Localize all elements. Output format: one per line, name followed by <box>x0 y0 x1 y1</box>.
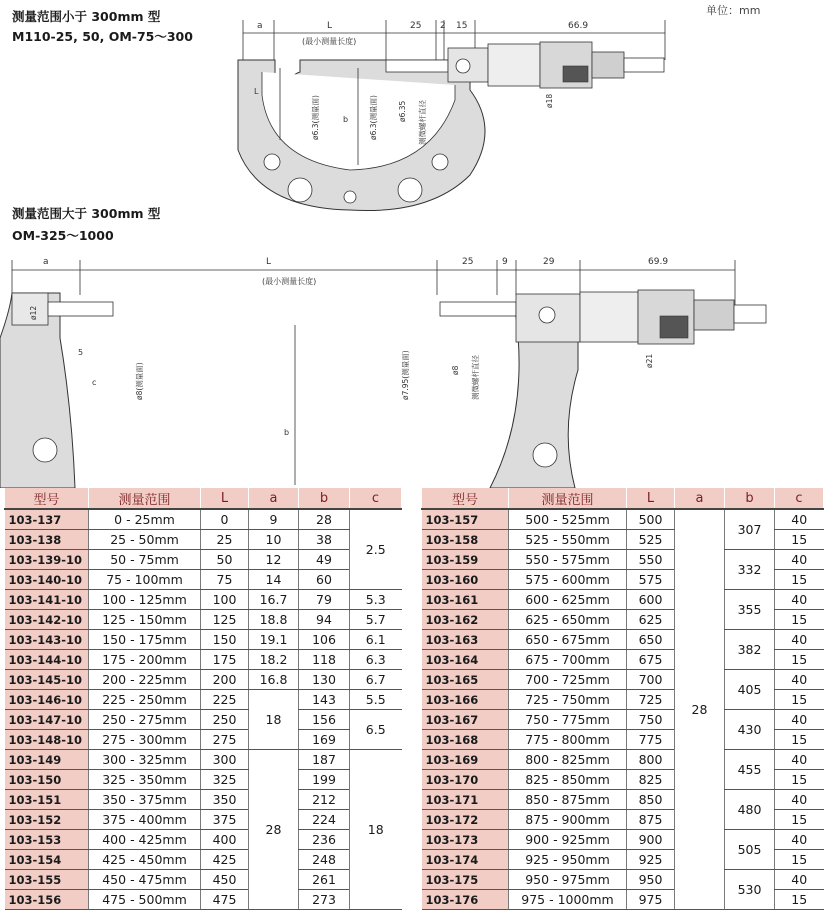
range-cell: 800 - 825mm <box>509 750 627 770</box>
range-cell: 0 - 25mm <box>89 509 201 530</box>
a-cell: 10 <box>249 530 299 550</box>
c-cell: 15 <box>775 730 824 750</box>
header-L: L <box>627 488 675 509</box>
d8-face: ø8(测量面) <box>135 362 144 400</box>
range-cell: 750 - 775mm <box>509 710 627 730</box>
a-cell: 18.8 <box>249 610 299 630</box>
table-row <box>5 870 402 890</box>
model-cell: 103-150 <box>5 770 89 790</box>
table-header-row <box>5 488 402 509</box>
header-model: 型号 <box>5 488 89 509</box>
L-cell: 525 <box>627 530 675 550</box>
d635: ø6.35 <box>398 100 407 122</box>
model-cell: 103-156 <box>5 890 89 910</box>
L-cell: 175 <box>201 650 249 670</box>
table-row <box>5 650 402 670</box>
dim-L-small: L <box>254 87 259 96</box>
model-cell: 103-142-10 <box>5 610 89 630</box>
model-cell: 103-163 <box>422 630 509 650</box>
b-cell: 49 <box>299 550 350 570</box>
table-row <box>5 830 402 850</box>
b-cell: 430 <box>725 710 775 750</box>
range-cell: 350 - 375mm <box>89 790 201 810</box>
table-row <box>5 770 402 790</box>
table-row <box>5 509 402 530</box>
L-cell: 600 <box>627 590 675 610</box>
d12: ø12 <box>29 305 38 320</box>
table-header-row <box>422 488 824 509</box>
table-row <box>5 670 402 690</box>
min-length-note: (最小测量长度) <box>302 37 357 46</box>
b-cell: 530 <box>725 870 775 910</box>
range-cell: 75 - 100mm <box>89 570 201 590</box>
b-cell: 130 <box>299 670 350 690</box>
dim-a-large: a <box>43 257 49 267</box>
model-cell: 103-144-10 <box>5 650 89 670</box>
L-cell: 250 <box>201 710 249 730</box>
header-b: b <box>725 488 775 509</box>
dim-29-large: 29 <box>543 257 555 267</box>
dim-L: L <box>327 21 333 31</box>
model-cell: 103-168 <box>422 730 509 750</box>
model-cell: 103-138 <box>5 530 89 550</box>
model-cell: 103-146-10 <box>5 690 89 710</box>
c-cell: 40 <box>775 509 824 530</box>
range-cell: 650 - 675mm <box>509 630 627 650</box>
model-cell: 103-137 <box>5 509 89 530</box>
L-cell: 750 <box>627 710 675 730</box>
c-cell: 40 <box>775 790 824 810</box>
b-cell: 355 <box>725 590 775 630</box>
c-cell: 15 <box>775 770 824 790</box>
b-cell: 332 <box>725 550 775 590</box>
model-cell: 103-159 <box>422 550 509 570</box>
c-cell: 40 <box>775 550 824 570</box>
model-cell: 103-153 <box>5 830 89 850</box>
L-cell: 875 <box>627 810 675 830</box>
spindle-note: 测微螺杆直径 <box>418 100 427 145</box>
table-row <box>5 590 402 610</box>
L-cell: 850 <box>627 790 675 810</box>
header-L: L <box>201 488 249 509</box>
c-cell: 40 <box>775 870 824 890</box>
header-c: c <box>775 488 824 509</box>
model-cell: 103-170 <box>422 770 509 790</box>
L-cell: 275 <box>201 730 249 750</box>
model-cell: 103-166 <box>422 690 509 710</box>
L-cell: 400 <box>201 830 249 850</box>
b-cell: 480 <box>725 790 775 830</box>
table-row <box>5 570 402 590</box>
table-row <box>422 670 824 690</box>
model-cell: 103-174 <box>422 850 509 870</box>
b-cell: 455 <box>725 750 775 790</box>
model-cell: 103-152 <box>5 810 89 830</box>
range-cell: 525 - 550mm <box>509 530 627 550</box>
range-cell: 550 - 575mm <box>509 550 627 570</box>
range-cell: 125 - 150mm <box>89 610 201 630</box>
large-type-models: OM-325～1000 <box>12 228 114 243</box>
model-cell: 103-154 <box>5 850 89 870</box>
c-cell: 6.1 <box>350 630 402 650</box>
table-row <box>422 750 824 770</box>
range-cell: 500 - 525mm <box>509 509 627 530</box>
b-cell: 273 <box>299 890 350 910</box>
model-cell: 103-176 <box>422 890 509 910</box>
range-cell: 975 - 1000mm <box>509 890 627 910</box>
c-cell: 2.5 <box>350 509 402 590</box>
range-cell: 925 - 950mm <box>509 850 627 870</box>
range-cell: 375 - 400mm <box>89 810 201 830</box>
table-row <box>5 850 402 870</box>
L-cell: 225 <box>201 690 249 710</box>
b-cell: 199 <box>299 770 350 790</box>
model-cell: 103-160 <box>422 570 509 590</box>
dim-66-9: 66.9 <box>568 21 589 31</box>
a-cell: 28 <box>249 750 299 910</box>
dim-15: 15 <box>456 21 468 31</box>
range-cell: 250 - 275mm <box>89 710 201 730</box>
L-cell: 200 <box>201 670 249 690</box>
model-cell: 103-169 <box>422 750 509 770</box>
c-cell: 15 <box>775 570 824 590</box>
model-cell: 103-149 <box>5 750 89 770</box>
model-cell: 103-164 <box>422 650 509 670</box>
header-c: c <box>350 488 402 509</box>
model-cell: 103-148-10 <box>5 730 89 750</box>
range-cell: 400 - 425mm <box>89 830 201 850</box>
range-cell: 475 - 500mm <box>89 890 201 910</box>
table-row <box>422 710 824 730</box>
d63-left: ø6.3(测量面) <box>311 95 320 140</box>
table-row <box>422 790 824 810</box>
range-cell: 175 - 200mm <box>89 650 201 670</box>
dim-25-large: 25 <box>462 257 474 267</box>
b-cell: 60 <box>299 570 350 590</box>
model-cell: 103-161 <box>422 590 509 610</box>
spec-table-right <box>421 488 824 910</box>
model-cell: 103-172 <box>422 810 509 830</box>
model-cell: 103-171 <box>422 790 509 810</box>
range-cell: 850 - 875mm <box>509 790 627 810</box>
L-cell: 950 <box>627 870 675 890</box>
model-cell: 103-158 <box>422 530 509 550</box>
range-cell: 825 - 850mm <box>509 770 627 790</box>
L-cell: 375 <box>201 810 249 830</box>
b-cell: 94 <box>299 610 350 630</box>
b-cell: 38 <box>299 530 350 550</box>
header-b: b <box>299 488 350 509</box>
c-cell: 6.5 <box>350 710 402 750</box>
model-cell: 103-151 <box>5 790 89 810</box>
b-cell: 118 <box>299 650 350 670</box>
L-cell: 650 <box>627 630 675 650</box>
L-cell: 550 <box>627 550 675 570</box>
c-cell: 40 <box>775 750 824 770</box>
model-cell: 103-165 <box>422 670 509 690</box>
b-cell: 405 <box>725 670 775 710</box>
a-cell: 16.8 <box>249 670 299 690</box>
range-cell: 150 - 175mm <box>89 630 201 650</box>
a-cell: 9 <box>249 509 299 530</box>
c-cell: 15 <box>775 810 824 830</box>
c-cell: 6.3 <box>350 650 402 670</box>
b-cell: 212 <box>299 790 350 810</box>
b-cell: 79 <box>299 590 350 610</box>
L-cell: 325 <box>201 770 249 790</box>
L-cell: 50 <box>201 550 249 570</box>
b-cell: 248 <box>299 850 350 870</box>
dim-b-large: b <box>284 428 290 437</box>
range-cell: 50 - 75mm <box>89 550 201 570</box>
table-row <box>5 610 402 630</box>
range-cell: 200 - 225mm <box>89 670 201 690</box>
b-cell: 106 <box>299 630 350 650</box>
range-cell: 450 - 475mm <box>89 870 201 890</box>
L-cell: 825 <box>627 770 675 790</box>
b-cell: 156 <box>299 710 350 730</box>
L-cell: 475 <box>201 890 249 910</box>
model-cell: 103-140-10 <box>5 570 89 590</box>
table-row <box>5 530 402 550</box>
range-cell: 775 - 800mm <box>509 730 627 750</box>
table-row <box>5 550 402 570</box>
c-cell: 15 <box>775 690 824 710</box>
b-cell: 224 <box>299 810 350 830</box>
model-cell: 103-162 <box>422 610 509 630</box>
b-cell: 169 <box>299 730 350 750</box>
c-cell: 5.3 <box>350 590 402 610</box>
c-cell: 15 <box>775 610 824 630</box>
table-row <box>5 630 402 650</box>
spec-table-left <box>4 488 402 910</box>
L-cell: 625 <box>627 610 675 630</box>
L-cell: 300 <box>201 750 249 770</box>
c-cell: 5.5 <box>350 690 402 710</box>
L-cell: 575 <box>627 570 675 590</box>
L-cell: 75 <box>201 570 249 590</box>
model-cell: 103-145-10 <box>5 670 89 690</box>
a-cell: 12 <box>249 550 299 570</box>
range-cell: 275 - 300mm <box>89 730 201 750</box>
large-type-title: 测量范围大于 300mm 型 <box>12 206 161 221</box>
dim-L-large: L <box>266 257 272 267</box>
dim-69-9-large: 69.9 <box>648 257 669 267</box>
table-row <box>5 730 402 750</box>
range-cell: 725 - 750mm <box>509 690 627 710</box>
dim-5: 5 <box>78 348 84 357</box>
b-cell: 382 <box>725 630 775 670</box>
range-cell: 900 - 925mm <box>509 830 627 850</box>
L-cell: 975 <box>627 890 675 910</box>
table-row <box>422 830 824 850</box>
range-cell: 600 - 625mm <box>509 590 627 610</box>
dim-b: b <box>343 115 349 124</box>
d18: ø18 <box>545 93 554 108</box>
b-cell: 187 <box>299 750 350 770</box>
small-type-models: M110-25, 50, OM-75～300 <box>12 29 193 44</box>
L-cell: 800 <box>627 750 675 770</box>
small-type-title: 测量范围小于 300mm 型 <box>12 9 161 24</box>
L-cell: 450 <box>201 870 249 890</box>
model-cell: 103-147-10 <box>5 710 89 730</box>
range-cell: 300 - 325mm <box>89 750 201 770</box>
model-cell: 103-175 <box>422 870 509 890</box>
c-cell: 6.7 <box>350 670 402 690</box>
d795: ø7.95(测量面) <box>401 350 410 400</box>
c-cell: 18 <box>350 750 402 910</box>
dim-25: 25 <box>410 21 422 31</box>
L-cell: 150 <box>201 630 249 650</box>
model-cell: 103-141-10 <box>5 590 89 610</box>
range-cell: 875 - 900mm <box>509 810 627 830</box>
L-cell: 900 <box>627 830 675 850</box>
dim-2: 2 <box>440 21 446 31</box>
dim-9-large: 9 <box>502 257 508 267</box>
model-cell: 103-167 <box>422 710 509 730</box>
table-row <box>422 550 824 570</box>
a-cell: 18.2 <box>249 650 299 670</box>
model-cell: 103-155 <box>5 870 89 890</box>
unit-label: 单位：mm <box>706 4 761 17</box>
table-row <box>422 509 824 530</box>
a-cell: 28 <box>675 509 725 910</box>
header-model: 型号 <box>422 488 509 509</box>
dim-a: a <box>257 21 263 31</box>
c-cell: 40 <box>775 590 824 610</box>
c-cell: 15 <box>775 890 824 910</box>
c-cell: 15 <box>775 850 824 870</box>
dim-c: c <box>92 378 97 387</box>
c-cell: 15 <box>775 650 824 670</box>
c-cell: 40 <box>775 630 824 650</box>
L-cell: 725 <box>627 690 675 710</box>
table-row <box>5 810 402 830</box>
L-cell: 0 <box>201 509 249 530</box>
model-cell: 103-139-10 <box>5 550 89 570</box>
c-cell: 40 <box>775 830 824 850</box>
c-cell: 15 <box>775 530 824 550</box>
a-cell: 18 <box>249 690 299 750</box>
b-cell: 261 <box>299 870 350 890</box>
range-cell: 100 - 125mm <box>89 590 201 610</box>
range-cell: 675 - 700mm <box>509 650 627 670</box>
b-cell: 505 <box>725 830 775 870</box>
spindle-note-large: 测微螺杆直径 <box>471 355 480 400</box>
a-cell: 16.7 <box>249 590 299 610</box>
L-cell: 350 <box>201 790 249 810</box>
L-cell: 925 <box>627 850 675 870</box>
table-row <box>5 890 402 910</box>
b-cell: 28 <box>299 509 350 530</box>
table-row <box>5 750 402 770</box>
range-cell: 25 - 50mm <box>89 530 201 550</box>
min-length-note-large: (最小测量长度) <box>262 277 317 286</box>
b-cell: 236 <box>299 830 350 850</box>
range-cell: 625 - 650mm <box>509 610 627 630</box>
d63-right: ø6.3(测量面) <box>369 95 378 140</box>
large-micrometer-drawing <box>0 250 827 488</box>
table-row <box>5 790 402 810</box>
range-cell: 425 - 450mm <box>89 850 201 870</box>
table-row <box>422 590 824 610</box>
range-cell: 950 - 975mm <box>509 870 627 890</box>
L-cell: 100 <box>201 590 249 610</box>
range-cell: 575 - 600mm <box>509 570 627 590</box>
L-cell: 25 <box>201 530 249 550</box>
L-cell: 425 <box>201 850 249 870</box>
range-cell: 325 - 350mm <box>89 770 201 790</box>
header-range: 测量范围 <box>509 488 627 509</box>
b-cell: 307 <box>725 509 775 550</box>
b-cell: 143 <box>299 690 350 710</box>
a-cell: 19.1 <box>249 630 299 650</box>
a-cell: 14 <box>249 570 299 590</box>
header-range: 测量范围 <box>89 488 201 509</box>
c-cell: 5.7 <box>350 610 402 630</box>
c-cell: 40 <box>775 710 824 730</box>
range-cell: 225 - 250mm <box>89 690 201 710</box>
L-cell: 500 <box>627 509 675 530</box>
header-a: a <box>249 488 299 509</box>
table-row <box>5 710 402 730</box>
table-row <box>422 870 824 890</box>
model-cell: 103-173 <box>422 830 509 850</box>
header-a: a <box>675 488 725 509</box>
small-micrometer-drawing <box>0 0 827 215</box>
range-cell: 700 - 725mm <box>509 670 627 690</box>
model-cell: 103-143-10 <box>5 630 89 650</box>
d21: ø21 <box>645 353 654 368</box>
c-cell: 40 <box>775 670 824 690</box>
L-cell: 125 <box>201 610 249 630</box>
table-row <box>422 630 824 650</box>
L-cell: 775 <box>627 730 675 750</box>
d8: ø8 <box>451 365 460 375</box>
model-cell: 103-157 <box>422 509 509 530</box>
L-cell: 700 <box>627 670 675 690</box>
table-row <box>5 690 402 710</box>
L-cell: 675 <box>627 650 675 670</box>
